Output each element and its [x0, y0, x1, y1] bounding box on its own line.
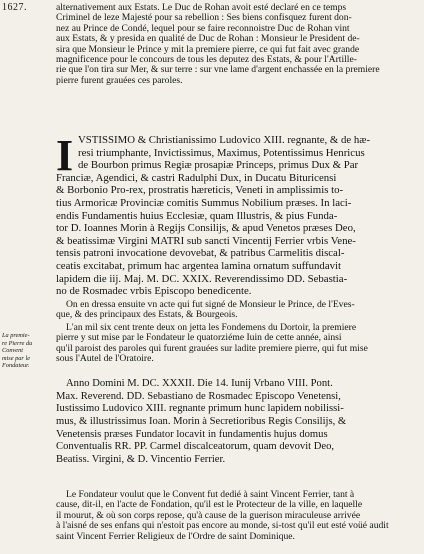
- inscription-line: mus, & illustrissimus Ioan. Morin à Secretioribus Regis Consilijs, &: [56, 416, 347, 428]
- inscription-line: Conventualis RR. PP. Carmel discalceatorum, quam devovit Deo,: [56, 441, 335, 453]
- inscription-line: tensis patroni invocatione devovebat, & patribus Carmelitis discal-: [56, 247, 345, 260]
- inscription-line: resi triumphante, Invictissimus, Maximus, Potentissimus Henricus: [78, 146, 365, 159]
- margin-note-line: re Pierre du: [2, 339, 33, 347]
- text-line: sira que Monsieur le Prince y mit la premiere pierre, ce qui fut fait avec grande: [56, 44, 360, 55]
- inscription-line: Beatiss. Virgini, & D. Vincentio Ferrier.: [56, 454, 226, 466]
- inscription-line: Max. Reverend. DD. Sebastiano de Rosmadec Episcopo Venetensi,: [56, 390, 341, 402]
- inscription-line: ceatis excitabat, primum hac argentea lamina ornatum suffundavit: [56, 259, 342, 272]
- text-line: On en dressa ensuite vn acte qui fut signé de Monsieur le Prince, de l'Eves-: [66, 300, 355, 310]
- margin-note-line: Convent: [2, 347, 23, 355]
- page-year: 1627.: [2, 2, 27, 13]
- inscription-line: tius Armoricæ Provinciæ comitis Summus Nobilium præses. In laci-: [56, 196, 352, 209]
- text-line: à l'aisné de ses enfans qui n'estoit pas encore au monde, si-tost qu'il eut esté voüé audit: [56, 521, 389, 532]
- text-line: nez au Prince de Condé, lequel pour se faire reconnoistre Duc de Rohan vint: [56, 23, 350, 34]
- text-line: pierre furent grauées ces paroles.: [56, 75, 183, 86]
- intro-paragraph: [56, 3, 416, 86]
- text-line: que, & des principaux des Estats, & Bourgeois.: [56, 310, 238, 321]
- text-line: saint Vincent Ferrier Religieux de l'Ordre de saint Dominique.: [56, 531, 295, 542]
- inscription-line: endis Fundamentis huius Ecclesiæ, quam Illustris, & pius Funda-: [56, 209, 338, 222]
- inscription-line: tor D. Ioannes Morin à Regijs Consilijs, & apud Venetos præses Deo,: [56, 222, 356, 235]
- text-line: qu'il paroist des paroles qui furent grauées sur ladite premiere pierre, qui fut mise: [56, 343, 368, 354]
- latin-inscription-1: [56, 131, 416, 298]
- text-line: aux Estats, & y presida en qualité de Duc de Rohan : Monsieur le President de-: [56, 34, 360, 45]
- text-line: cause, dit-il, en l'acte de Fondation, qu'il est le Protecteur de la ville, en laquelle: [56, 500, 363, 511]
- inscription-line: de Bourbon primus Regiæ prosapiæ Princeps, primus Dux & Par: [78, 159, 359, 172]
- middle-paragraph: [56, 300, 416, 364]
- latin-inscription-2: [56, 378, 416, 467]
- text-line: pierre y sut mise par le Fondateur le quatorziéme Iuin de cette année, ainsi: [56, 333, 342, 344]
- inscription-line: Anno Domini M. DC. XXXII. Die 14. Iunij Vrbano VIII. Pont.: [66, 378, 333, 389]
- drop-cap-letter: I: [56, 131, 74, 180]
- text-line: Criminel de leze Majesté pour sa rebellion : Ses biens confisquez furent don-: [56, 13, 352, 24]
- text-line: sous l'Autel de l'Oratoire.: [56, 353, 154, 364]
- margin-note-line: mise par le: [2, 354, 30, 362]
- inscription-line: no de Rosmadec vrbis Episcopo benedicente.: [56, 285, 252, 298]
- inscription-line: & beatissimæ Virgini MATRI sub sancti Vincentij Ferrier vrbis Vene-: [56, 234, 356, 247]
- inscription-line: VSTISSIMO & Christianissimo Ludovico XIII. regnante, & de hæ-: [78, 134, 371, 146]
- inscription-line: & Borbonio Pro-rex, prostratis hæreticis, Veneti in amplissimis to-: [56, 184, 344, 197]
- text-line: alternativement aux Estats. Le Duc de Rohan avoit esté declaré en ce temps: [56, 3, 347, 13]
- closing-paragraph: [56, 490, 416, 542]
- text-line: L'an mil six cent trente deux on jetta les Fondemens du Dortoir, la premiere: [66, 322, 357, 333]
- margin-note-line: Fondateur.: [2, 362, 30, 370]
- text-line: Le Fondateur voulut que le Convent fut dedié à saint Vincent Ferrier, tant à: [66, 490, 355, 500]
- inscription-line: Venetensis præses Fundator locavit in fundamentis hujus domus: [56, 428, 328, 440]
- inscription-line: Iustissimo Ludovico XIII. regnante primum hunc lapidem nobilissi-: [56, 403, 344, 415]
- inscription-line: Franciæ, Agendici, & castri Radulphi Dux, in Ducatu Bituricensi: [56, 171, 337, 184]
- text-line: rie que l'on tira sur Mer, & sur terre : sur vne lame d'argent enchassée en la premiere: [56, 65, 380, 76]
- text-line: il mourut, & où son corps repose, qu'à cause de la guerison miraculeuse arrivée: [56, 510, 361, 521]
- margin-note: [2, 332, 52, 370]
- inscription-line: lapidem die iij. Maj. M. DC. XXIX. Reverendissimo DD. Sebastia-: [56, 272, 348, 285]
- text-line: magnificence pour le concours de tous les deputez des Estats, & pour l'Artille-: [56, 54, 357, 65]
- margin-note-line: La premie-: [2, 332, 30, 339]
